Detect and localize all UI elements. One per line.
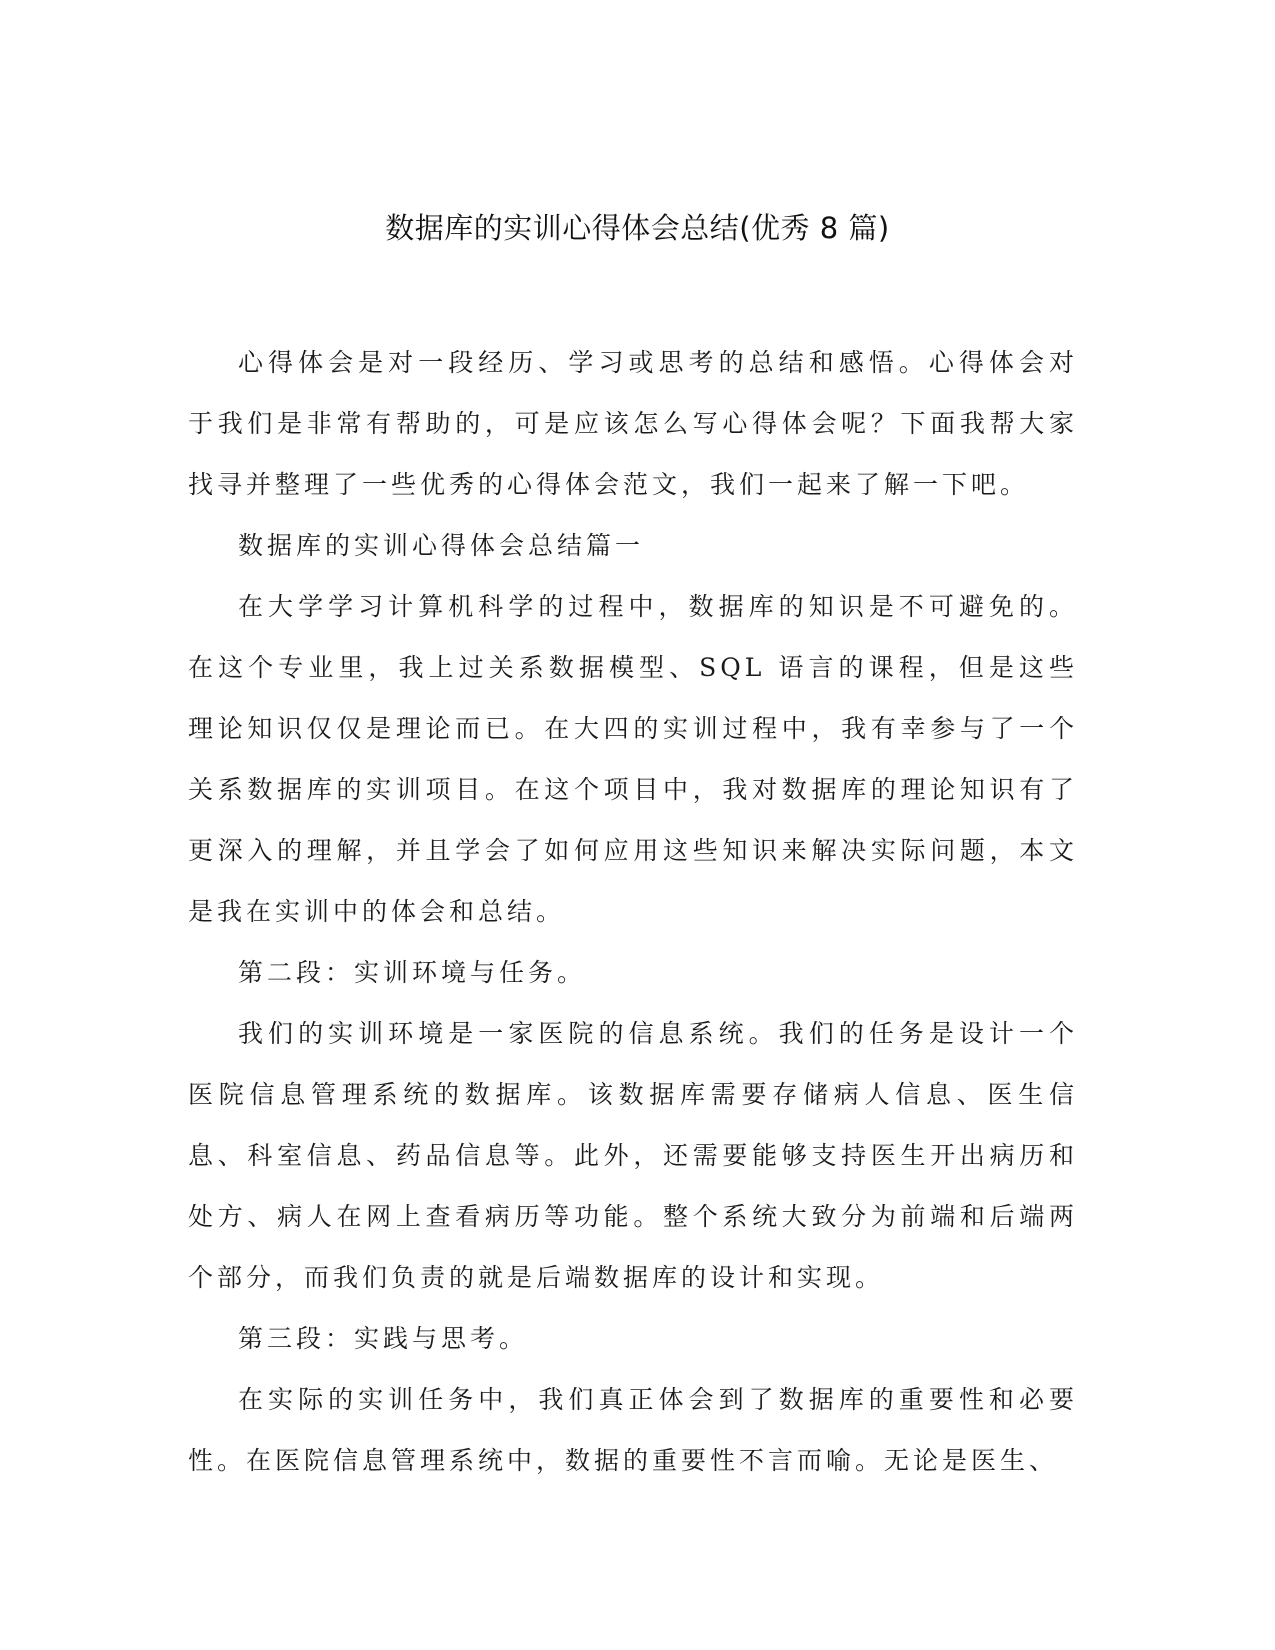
section-heading: 第二段：实训环境与任务。 — [238, 958, 587, 987]
body-paragraph: 在实际的实训任务中，我们真正体会到了数据库的重要性和必要性。在医院信息管理系统中，数据的重要性不言而喻。无论是医生、 — [188, 1385, 1078, 1475]
section-heading: 第三段：实践与思考。 — [238, 1324, 529, 1353]
body-paragraph: 在大学学习计算机科学的过程中，数据库的知识是不可避免的。在这个专业里，我上过关系数据模型、SQL 语言的课程，但是这些理论知识仅仅是理论而已。在大四的实训过程中，我有幸参与了一个关系数据库的实训项目。在这个项目中，我对数据库的理论知识有了更深入的理解，并且学会了如何应用这些知识来解决实际问题，本文是我在实训中的体会和总结。 — [188, 592, 1078, 926]
document-body — [188, 332, 1078, 1491]
document-title: 数据库的实训心得体会总结(优秀 8 篇) — [385, 211, 890, 245]
intro-paragraph: 心得体会是对一段经历、学习或思考的总结和感悟。心得体会对于我们是非常有帮助的，可是应该怎么写心得体会呢？下面我帮大家找寻并整理了一些优秀的心得体会范文，我们一起来了解一下吧。 — [188, 348, 1078, 499]
body-paragraph: 我们的实训环境是一家医院的信息系统。我们的任务是设计一个医院信息管理系统的数据库。该数据库需要存储病人信息、医生信息、科室信息、药品信息等。此外，还需要能够支持医生开出病历和处方、病人在网上查看病历等功能。整个系统大致分为前端和后端两个部分，而我们负责的就是后端数据库的设计和实现。 — [188, 1019, 1078, 1292]
section-heading: 数据库的实训心得体会总结篇一 — [238, 531, 645, 560]
